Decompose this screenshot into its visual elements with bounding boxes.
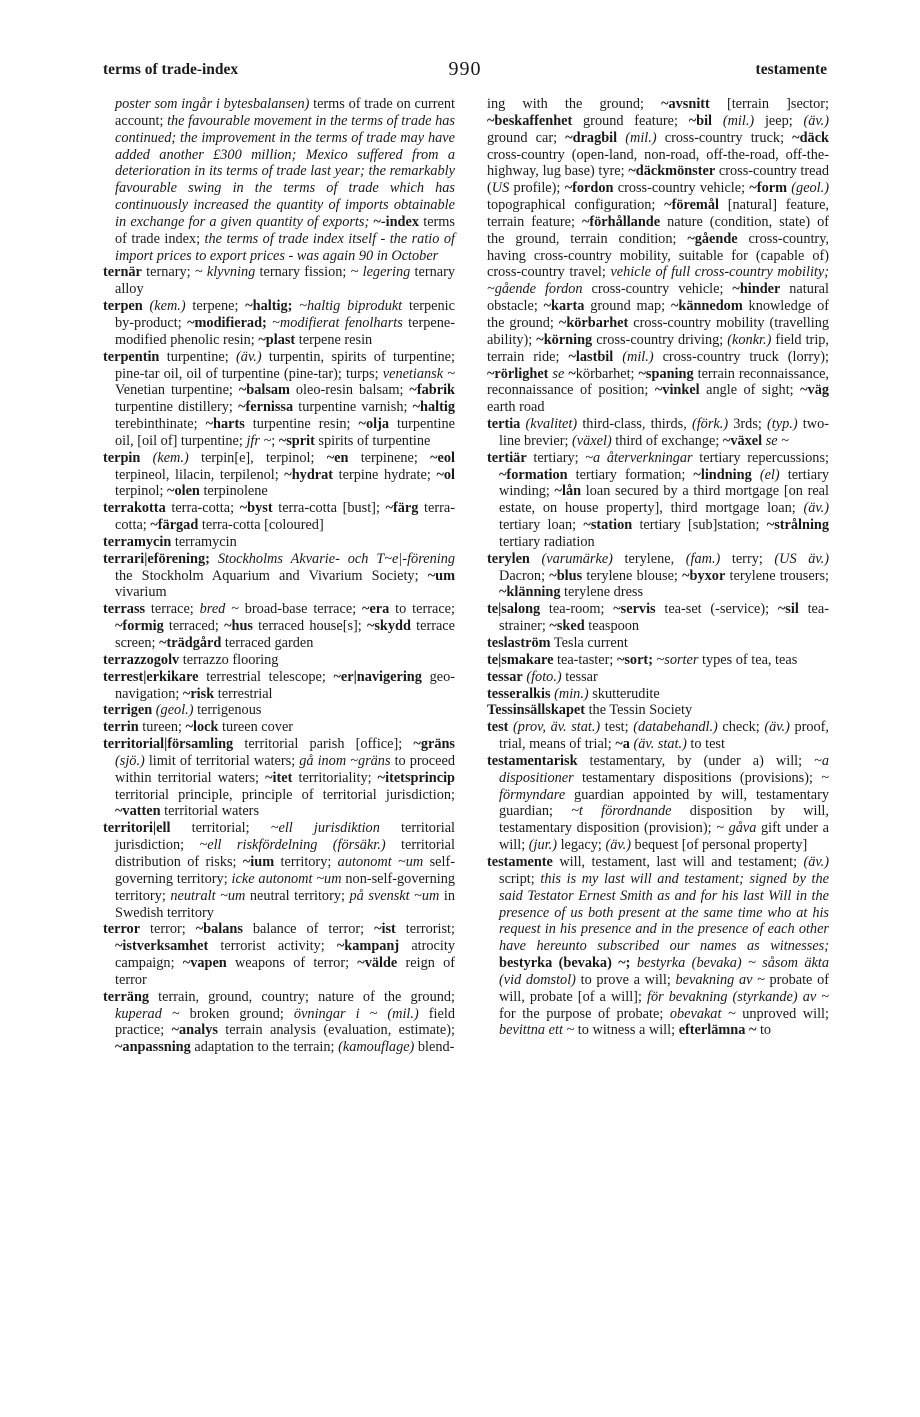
dictionary-entry: ternär ternary; ~ klyvning ternary fission; ~ legering ternary alloy (103, 264, 455, 298)
page-header (103, 58, 827, 82)
dictionary-entry: tertia (kvalitet) third-class, thirds, (förk.) 3rds; (typ.) two-line brevier; (växel) third of exchange; ~växel se ~ (487, 416, 829, 449)
dictionary-entry: terrakotta terra-cotta; ~byst terra-cotta [bust]; ~färg terra-cotta; ~färgad terra-cotta [coloured] (103, 500, 455, 534)
dictionary-entry: terramycin terramycin (103, 533, 237, 550)
dictionary-entry: terrari|eförening; Stockholms Akvarie- och T~e|-förening the Stockholm Aquarium and Vivarium Society; ~um vivarium (103, 550, 455, 601)
dictionary-entry: terpin (kem.) terpin[e], terpinol; ~en terpinene; ~eol terpineol, lilacin, terpilenol; ~hydrat terpine hydrate; ~ol terpinol; ~olen terpinolene (103, 449, 456, 500)
right-column (487, 96, 829, 1039)
dictionary-entry: terylen (varumärke) terylene, (fam.) terry; (US äv.) Dacron; ~blus terylene blouse; ~byxor terylene trousers; ~klänning terylene dress (487, 550, 830, 601)
dictionary-entry: tesseralkis (min.) skutterudite (487, 685, 660, 702)
dictionary-entry: ing with the ground; ~avsnitt [terrain ]sector; ~beskaffenhet ground feature; ~bil (mil.) jeep; (äv.) ground car; ~dragbil (mil.) cross-country truck; ~däck cross-country (open-land, non-road, off-the-road, off-the-highway, lug base) tyre; ~däckmönster cross-country tread (US profile); ~fordon cross-country vehicle; ~form (geol.) topographical configuration; ~föremål [natural] feature, terrain feature; ~förhållande nature (condition, state) of the ground, terrain condition; ~gående cross-country, having cross-country mobility, suitable for (capable of) cross-country travel; vehicle of full cross-country mobility; ~gående fordon cross-country vehicle; ~hinder natural obstacle; ~karta ground map; ~kännedom knowledge of the ground; ~körbarhet cross-country mobility (travelling ability); ~körning cross-country driving; (konkr.) field trip, terrain ride; ~lastbil (mil.) cross-country truck (lorry); ~rörlighet se ~körbarhet; ~spaning terrain reconnaissance, reconnaissance of position; ~vinkel angle of sight; ~väg earth road (487, 96, 830, 416)
dictionary-entry: terpen (kem.) terpene; ~haltig; ~haltig biprodukt terpenic by-product; ~modifierad; ~modifierat fenolharts terpene-modified phenolic resin; ~plast terpene resin (103, 298, 456, 348)
header-guide-word-right: testamente (755, 61, 827, 78)
dictionary-entry: teslaström Tesla current (487, 635, 628, 651)
dictionary-entry: terräng terrain, ground, country; nature of the ground; kuperad ~ broken ground; övningar i ~ (mil.) field practice; ~analys terrain analysis (evaluation, estimate); ~anpassning adaptation to the terrain; (kamouflage) blend- (103, 988, 455, 1056)
dictionary-entry: te|salong tea-room; ~servis tea-set (-service); ~sil tea-strainer; ~sked teaspoon (487, 601, 829, 635)
dictionary-entry: territorial|församling territorial parish [office]; ~gräns (sjö.) limit of territorial waters; gå inom ~gräns to proceed within territorial waters; ~itet territoriality; ~itetsprincip territorial principle, principle of territorial jurisdiction; ~vatten territorial waters (103, 736, 455, 820)
left-column (103, 96, 455, 1056)
dictionary-entry: terrazzogolv terrazzo flooring (103, 651, 279, 668)
dictionary-entry: territori|ell territorial; ~ell jurisdiktion territorial jurisdiction; ~ell riskfördelning (försäkr.) territorial distribution of risks; ~ium territory; autonomt ~um self-governing territory; icke autonomt ~um non-self-governing territory; neutralt ~um neutral territory; på svenskt ~um in Swedish territory (103, 820, 456, 921)
dictionary-entry: testamente will, testament, last will and testament; (äv.) script; this is my last will and testament; signed by the said Testator Ernest Smith as and for his last Will in the presence of us both present at the same time who at his request in his presence and in the presence of each other have hereunto subscribed our names as witnesses; bestyrka (bevaka) ~; bestyrka (bevaka) ~ såsom äkta (vid domstol) to prove a will; bevakning av ~ probate of will, probate [of a will]; för bevakning (styrkande) av ~ for the purpose of probate; obevakat ~ unproved will; bevittna ett ~ to witness a will; efterlämna ~ to (487, 853, 829, 1039)
dictionary-entry: tessar (foto.) tessar (487, 668, 598, 685)
dictionary-entry: poster som ingår i bytesbalansen) terms of trade on current account; the favourable movement in the terms of trade has continued; the improvement in the terms of trade may have added another £300 million; Mexico suffered from a deterioration in its terms of trade last year; the remarkably favourable swing in the terms of trade which has continuously increased the quantity of imports obtainable in exchange for a given quantity of exports; ~-index terms of trade index; the terms of trade index itself - the ratio of import prices to export prices - was again 90 in October (115, 96, 455, 264)
dictionary-entry: tertiär tertiary; ~a återverkningar tertiary repercussions; ~formation tertiary formation; ~lindning (el) tertiary winding; ~lån loan secured by a third mortgage [on real estate, on house property], third mortgage loan; (äv.) tertiary loan; ~station tertiary [sub]station; ~strålning tertiary radiation (487, 449, 830, 550)
page-number: 990 (448, 58, 482, 80)
header-guide-word-left: terms of trade-index (103, 61, 239, 78)
dictionary-entry: test (prov, äv. stat.) test; (databehandl.) check; (äv.) proof, trial, means of trial; ~a (äv. stat.) to test (487, 719, 829, 753)
dictionary-entry: terpentin turpentine; (äv.) turpentin, spirits of turpentine; pine-tar oil, oil of turpentine (pine-tar); turps; venetiansk ~ Venetian turpentine; ~balsam oleo-resin balsam; ~fabrik turpentine distillery; ~fernissa turpentine varnish; ~haltig terebinthinate; ~harts turpentine resin; ~olja turpentine oil, [oil of] turpentine; jfr ~; ~sprit spirits of turpentine (103, 348, 455, 449)
dictionary-entry: terror terror; ~balans balance of terror; ~ist terrorist; ~istverksamhet terrorist activity; ~kampanj atrocity campaign; ~vapen weapons of terror; ~välde reign of terror (103, 921, 455, 988)
dictionary-entry: terrest|erkikare terrestrial telescope; ~er|navigering geo-navigation; ~risk terrestrial (103, 668, 455, 702)
dictionary-entry: te|smakare tea-taster; ~sort; ~sorter types of tea, teas (487, 651, 798, 668)
dictionary-entry: Tessinsällskapet the Tessin Society (487, 702, 693, 719)
dictionary-entry: terrass terrace; bred ~ broad-base terrace; ~era to terrace; ~formig terraced; ~hus terraced house[s]; ~skydd terrace screen; ~trädgård terraced garden (103, 601, 455, 651)
dictionary-entry: terrin tureen; ~lock tureen cover (103, 719, 294, 736)
dictionary-entry: testamentarisk testamentary, by (under a) will; ~a dispositioner testamentary dispositions (provisions); ~ förmyndare guardian appointed by will, testamentary guardian; ~t förordnande disposition by will, testamentary disposition (provision); ~ gåva gift under a will; (jur.) legacy; (äv.) bequest [of personal property] (487, 752, 829, 854)
dictionary-entry: terrigen (geol.) terrigenous (103, 702, 262, 719)
